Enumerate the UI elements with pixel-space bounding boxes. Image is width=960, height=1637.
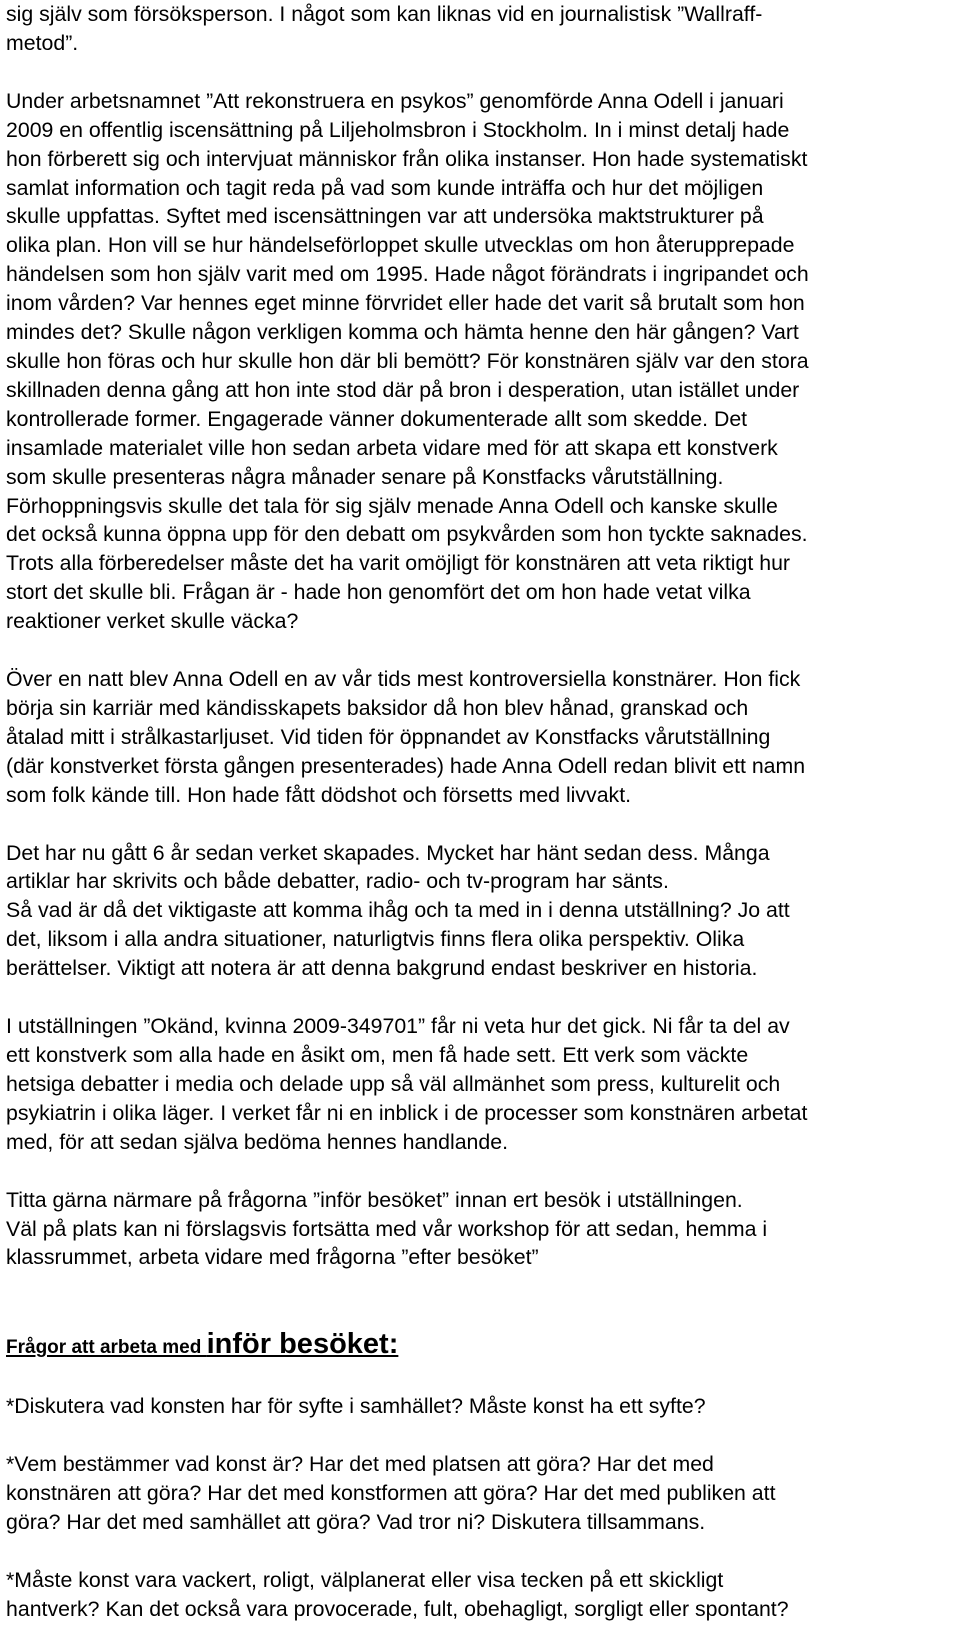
question-must-art-be-beautiful: *Måste konst vara vackert, roligt, välplanerat eller visa tecken på ett skickligt hantverk? Kan det också vara provocerade, fult, obehagligt, sorgligt eller spontant? bbox=[6, 1567, 789, 1621]
questions-heading bbox=[6, 1330, 951, 1363]
paragraph-intro-continuation: sig själv som försöksperson. I något som kan liknas vid en journalistisk ”Wallraff- metod”. bbox=[6, 2, 763, 55]
document-page bbox=[6, 0, 951, 1624]
paragraph-workshop: Titta gärna närmare på frågorna ”inför besöket” innan ert besök i utställningen. Väl på plats kan ni förslagsvis fortsätta med vår workshop för att sedan, hemma i klassrummet, arbeta vidare med frågorna ”efter besöket” bbox=[6, 1187, 768, 1270]
question-purpose: *Diskutera vad konsten har för syfte i samhället? Måste konst ha ett syfte? bbox=[6, 1394, 706, 1419]
questions-heading-prefix: Frågor att arbeta med bbox=[6, 1337, 207, 1359]
paragraph-six-years: Det har nu gått 6 år sedan verket skapades. Mycket har hänt sedan dess. Många artiklar har skrivits och både debatter, radio- och tv-program har sänts. Så vad är då det viktigaste att komma ihåg och ta med in i denna utställning? Jo att det, liksom i alla andra situationer, naturligtvis finns flera olika perspektiv. Olika berättelser. Viktigt att notera är att denna bakgrund endast beskriver en historia. bbox=[6, 840, 790, 981]
paragraph-controversy: Över en natt blev Anna Odell en av vår tids mest kontroversiella konstnärer. Hon fick börja sin karriär med kändisskapets baksidor då hon blev hånad, granskad och åtalad mitt i strålkastarljuset. Vid tiden för öppnandet av Konstfacks vårutställning (där konstverket första gången presenterades) hade Anna Odell redan blivit ett namn som folk kände till. Hon hade fått dödshot och försetts med livvakt. bbox=[6, 667, 806, 807]
paragraph-exhibition: I utställningen ”Okänd, kvinna 2009-349701” får ni veta hur det gick. Ni får ta del av ett konstverk som alla hade en åsikt om, men få hade sett. Ett verk som väckte hetsiga debatter i media och delade upp så väl allmänhet som press, kulturelit och psykiatrin i olika läger. I verket får ni en inblick i de processer som konstnären arbetat med, för att sedan själva bedöma hennes handlande. bbox=[6, 1014, 808, 1154]
paragraph-reconstruction: Under arbetsnamnet ”Att rekonstruera en psykos” genomförde Anna Odell i januari 2009 en offentlig iscensättning på Liljeholmsbron i Stockholm. In i minst detalj hade hon förberett sig och intervjuat människor från olika instanser. Hon hade systematiskt samlat information och tagit reda på vad som kunde inträffa och hur det möjligen skulle uppfattas. Syftet med iscensättningen var att undersöka maktstrukturer på olika plan. Hon vill se hur händelseförloppet skulle utvecklas om hon återupprepade händelsen som hon själv varit med om 1995. Hade något förändrats i ingripandet och inom vården? Var hennes eget minne förvridet eller hade det varit så brutalt som hon mindes det? Skulle någon verkligen komma och hämta henne den här gången? Vart skulle hon föras och hur skulle hon där bli bemött? För konstnären själv var den stora skillnaden denna gång att hon inte stod där på bron i desperation, utan istället under kontrollerade former. Engagerade vänner dokumenterade allt som skedde. Det insamlade materialet ville hon sedan arbeta vidare med för att skapa ett konstverk som skulle presenteras några månader senare på Konstfacks vårutställning. Förhoppningsvis skulle det tala för sig själv menade Anna Odell och kanske skulle det också kunna öppna upp för den debatt om psykvården som hon tyckte saknades. Trots alla förberedelser måste det ha varit omöjligt för konstnären att veta riktigt hur stort det skulle bli. Frågan är - hade hon genomfört det om hon hade vetat vilka reaktioner verket skulle väcka? bbox=[6, 88, 809, 634]
question-who-decides: *Vem bestämmer vad konst är? Har det med platsen att göra? Har det med konstnären att göra? Har det med konstformen att göra? Har det med publiken att göra? Har det med samhället att göra? Vad tror ni? Diskutera tillsammans. bbox=[6, 1452, 776, 1534]
questions-heading-emphasis: inför besöket: bbox=[206, 1328, 399, 1361]
